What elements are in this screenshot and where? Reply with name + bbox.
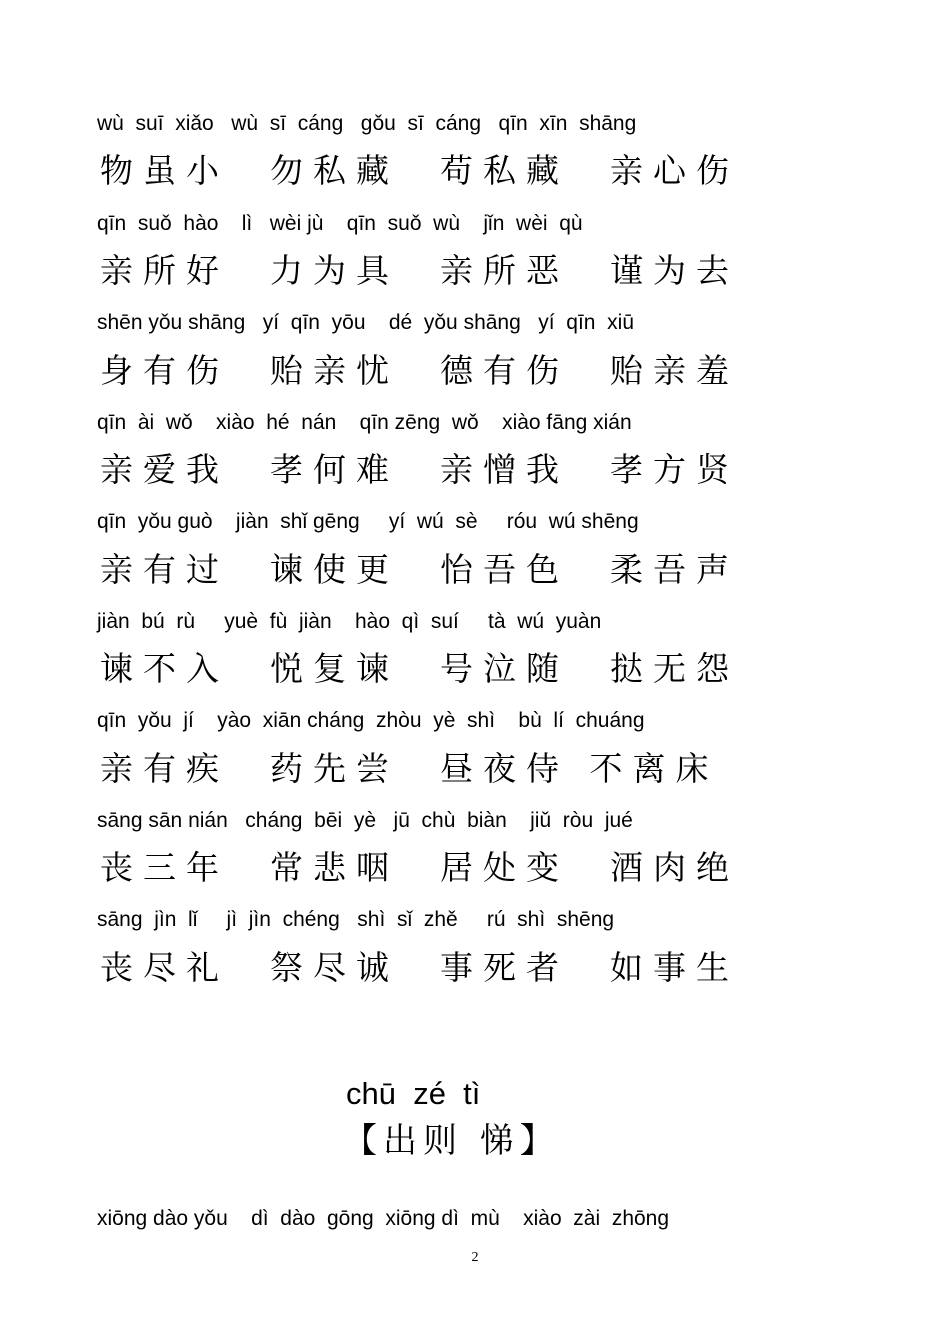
verse-1-pinyin: wù suī xiǎo wù sī cáng gǒu sī cáng qīn xīn shāng — [97, 112, 637, 135]
verse-5-hanzi: 亲有过 谏使更 怡吾色 柔吾声 — [100, 550, 739, 589]
verse-3-pinyin: shēn yǒu shāng yí qīn yōu dé yǒu shāng yí qīn xiū — [97, 311, 634, 334]
section-title: 【出则 悌】 — [343, 1121, 560, 1161]
verse-2-hanzi: 亲所好 力为具 亲所恶 谨为去 — [100, 251, 739, 290]
verse-3-hanzi: 身有伤 贻亲忧 德有伤 贻亲羞 — [100, 351, 739, 390]
verse-9-hanzi: 丧尽礼 祭尽诚 事死者 如事生 — [100, 948, 739, 987]
verse-7-pinyin: qīn yǒu jí yào xiān cháng zhòu yè shì bù lí chuáng — [97, 709, 645, 732]
verse-8-hanzi: 丧三年 常悲咽 居处变 酒肉绝 — [100, 848, 739, 887]
verse-2-pinyin: qīn suǒ hào lì wèi jù qīn suǒ wù jǐn wèi qù — [97, 212, 583, 235]
verse-6-pinyin: jiàn bú rù yuè fù jiàn hào qì suí tà wú yuàn — [97, 610, 602, 633]
verse-6-hanzi: 谏不入 悦复谏 号泣随 挞无怨 — [100, 649, 739, 688]
section-title-pinyin: chū zé tì — [346, 1076, 481, 1111]
page-number: 2 — [471, 1250, 479, 1265]
section-first-line-pinyin: xiōng dào yǒu dì dào gōng xiōng dì mù xiào zài zhōng — [97, 1207, 670, 1230]
verse-5-pinyin: qīn yǒu guò jiàn shǐ gēng yí wú sè róu wú shēng — [97, 510, 639, 533]
verse-1-hanzi: 物虽小 勿私藏 苟私藏 亲心伤 — [100, 151, 739, 190]
verse-4-pinyin: qīn ài wǒ xiào hé nán qīn zēng wǒ xiào fāng xián — [97, 411, 632, 434]
verse-8-pinyin: sāng sān nián cháng bēi yè jū chù biàn jiǔ ròu jué — [97, 809, 633, 832]
verse-9-pinyin: sāng jìn lǐ jì jìn chéng shì sǐ zhě rú shì shēng — [97, 908, 615, 931]
verse-4-hanzi: 亲爱我 孝何难 亲憎我 孝方贤 — [100, 450, 739, 489]
verse-7-hanzi: 亲有疾 药先尝 昼夜侍 不离床 — [100, 749, 719, 788]
